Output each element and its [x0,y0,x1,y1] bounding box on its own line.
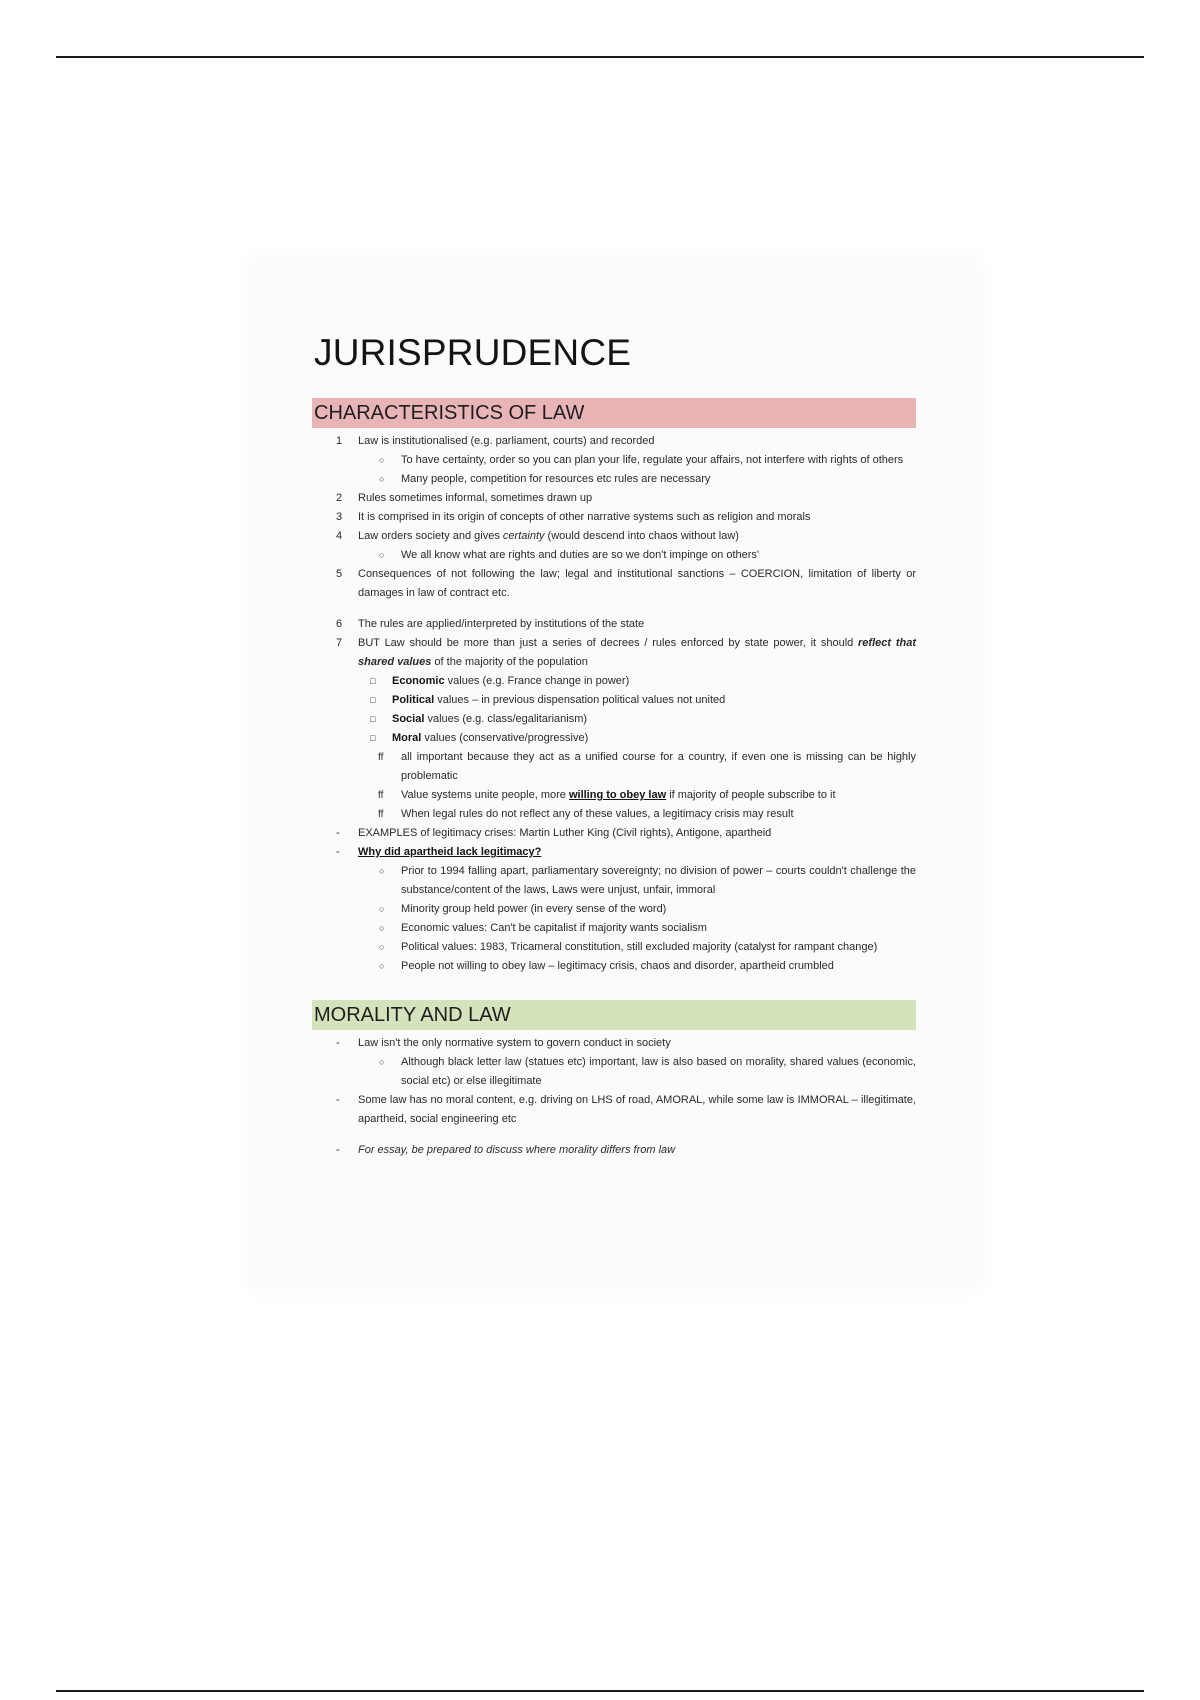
list-item: 2 Rules sometimes informal, sometimes drawn up [312,489,916,508]
list-item: 6 The rules are applied/interpreted by institutions of the state [312,615,916,634]
list-item: - For essay, be prepared to discuss where morality differs from law [312,1141,916,1160]
list-item: ○ Many people, competition for resources etc rules are necessary [312,470,916,489]
document-title: JURISPRUDENCE [314,332,632,373]
list-item: □ Economic values (e.g. France change in power) [312,672,916,691]
square-bullet-icon: □ [370,676,376,686]
section-heading-morality: MORALITY AND LAW [312,1000,916,1030]
number-marker: 5 [336,568,343,580]
list-item: - Why did apartheid lack legitimacy? [312,843,916,862]
list-item: ○ Prior to 1994 falling apart, parliamentary sovereignty; no division of power – courts couldn't challenge the substance/content of the laws, Laws were unjust, unfair, immoral [312,862,916,900]
ff-bullet-icon: ff [378,790,384,801]
list-item: ○ Minority group held power (in every sense of the word) [312,900,916,919]
paragraph-gap [312,1129,916,1141]
list-item: - EXAMPLES of legitimacy crises: Martin Luther King (Civil rights), Antigone, apartheid [312,824,916,843]
ff-bullet-icon: ff [378,809,384,820]
document-content [312,330,916,1160]
list-item: □ Moral values (conservative/progressive) [312,729,916,748]
top-rule [56,56,1144,58]
list-item: 5 Consequences of not following the law; legal and institutional sanctions – COERCION, limitation of liberty or damages in law of contract etc. [312,565,916,603]
circle-bullet-icon: ○ [379,923,385,933]
list-item: ff Value systems unite people, more willing to obey law if majority of people subscribe to it [312,786,916,805]
list-item: ff all important because they act as a unified course for a country, if even one is missing can be highly problematic [312,748,916,786]
circle-bullet-icon: ○ [379,904,385,914]
circle-bullet-icon: ○ [379,455,385,465]
list-item: ○ Although black letter law (statues etc) important, law is also based on morality, shared values (economic, social etc) or else illegitimate [312,1053,916,1091]
list-item: □ Political values – in previous dispensation political values not united [312,691,916,710]
list-item: ○ Economic values: Can't be capitalist if majority wants socialism [312,919,916,938]
number-marker: 1 [336,435,343,447]
circle-bullet-icon: ○ [379,961,385,971]
square-bullet-icon: □ [370,733,376,743]
list-item: - Law isn't the only normative system to govern conduct in society [312,1034,916,1053]
number-marker: 3 [336,511,343,523]
dash-bullet-icon: - [336,827,340,839]
circle-bullet-icon: ○ [379,1057,385,1067]
bottom-rule [56,1690,1144,1692]
square-bullet-icon: □ [370,695,376,705]
paragraph-gap [312,603,916,615]
list-item: ○ People not willing to obey law – legitimacy crisis, chaos and disorder, apartheid crumbled [312,957,916,976]
list-item: 7 BUT Law should be more than just a series of decrees / rules enforced by state power, it should reflect that shared values of the majority of the population [312,634,916,672]
dash-bullet-icon: - [336,846,340,858]
list-item: ○ Political values: 1983, Tricameral constitution, still excluded majority (catalyst for rampant change) [312,938,916,957]
list-item: □ Social values (e.g. class/egalitarianism) [312,710,916,729]
list-item: 3 It is comprised in its origin of concepts of other narrative systems such as religion and morals [312,508,916,527]
number-marker: 6 [336,618,343,630]
section-heading-characteristics: CHARACTERISTICS OF LAW [312,398,916,428]
square-bullet-icon: □ [370,714,376,724]
dash-bullet-icon: - [336,1037,340,1049]
number-marker: 4 [336,530,343,542]
circle-bullet-icon: ○ [379,550,385,560]
number-marker: 7 [336,637,343,649]
number-marker: 2 [336,492,343,504]
circle-bullet-icon: ○ [379,474,385,484]
circle-bullet-icon: ○ [379,942,385,952]
list-item: ○ We all know what are rights and duties are so we don't impinge on others' [312,546,916,565]
circle-bullet-icon: ○ [379,866,385,876]
list-item: ff When legal rules do not reflect any of these values, a legitimacy crisis may result [312,805,916,824]
dash-bullet-icon: - [336,1144,340,1156]
list-item: - Some law has no moral content, e.g. driving on LHS of road, AMORAL, while some law is IMMORAL – illegitimate, apartheid, social engineering etc [312,1091,916,1129]
dash-bullet-icon: - [336,1094,340,1106]
list-item: 4 Law orders society and gives certainty (would descend into chaos without law) [312,527,916,546]
list-item: ○ To have certainty, order so you can plan your life, regulate your affairs, not interfere with rights of others [312,451,916,470]
ff-bullet-icon: ff [378,752,384,763]
list-item: 1 Law is institutionalised (e.g. parliament, courts) and recorded [312,432,916,451]
